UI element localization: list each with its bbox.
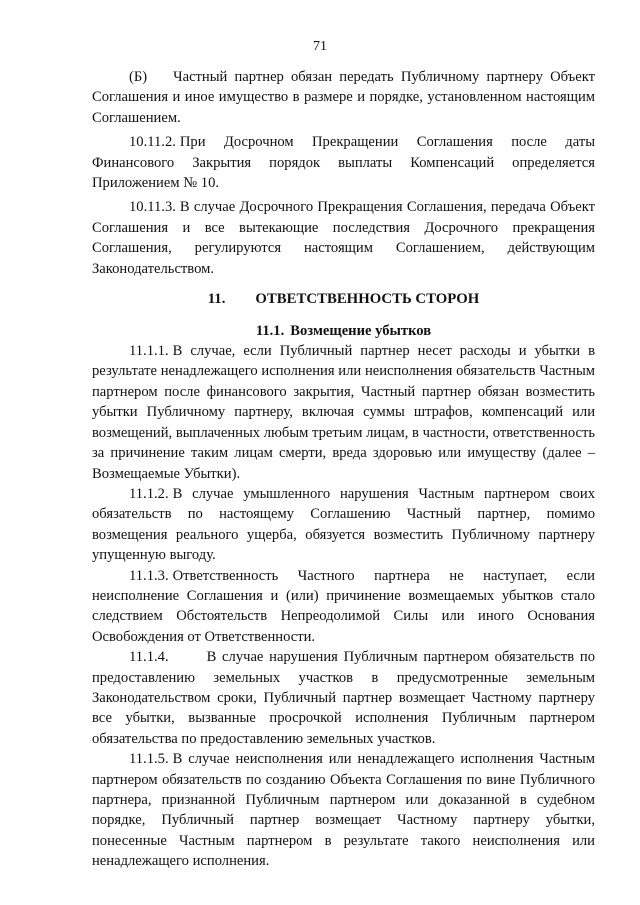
clause-number: 10.11.3. — [129, 199, 176, 216]
section-title: ОТВЕТСТВЕННОСТЬ СТОРОН — [255, 291, 480, 308]
clause-11-1-2 — [92, 484, 595, 566]
clause-text: Частный партнер обязан передать Публичному партнеру Объект Соглашения и иное имущество в размере и порядке, установленном настоящим Соглашением. — [92, 69, 595, 126]
clause-number: 10.11.2. — [129, 134, 176, 151]
clause-number: 11.1.4. — [129, 649, 169, 666]
clause-number: 11.1.1. — [129, 343, 169, 360]
clause-11-1-4 — [92, 647, 595, 749]
page-number: 71 — [313, 39, 327, 54]
clause-number: (Б) — [129, 69, 148, 85]
section-heading — [92, 289, 595, 317]
clause-text: В случае Досрочного Прекращения Соглашения, передача Объект Соглашения и все вытекающие последствия Досрочного прекращения Соглашения, регулируются настоящим Соглашением, действующим Законодательством. — [92, 199, 595, 277]
clause-text: В случае умышленного нарушения Частным партнером своих обязательств по настоящему Соглашению Частный партнер, помимо возмещения реального ущерба, обязуется возместить Публичному партнеру упущенную выгоду. — [92, 485, 595, 564]
clause-number: 11.1.2. — [129, 485, 169, 502]
document-body — [92, 67, 595, 872]
section-number: 11. — [207, 291, 226, 308]
subsection-heading — [92, 321, 595, 341]
clause-11-1-3 — [92, 566, 595, 648]
clause-text: В случае неисполнения или ненадлежащего исполнения Частным партнером обязательств по созданию Объекта Соглашения по вине Публичного партнера, признанной Публичным партнером или доказанной в судебном порядке, Публичный партнер возмещает Частному партнеру убытки, понесенные Частным партнером в результате такого неисполнения или ненадлежащего исполнения. — [92, 751, 595, 870]
clause-text: В случае нарушения Публичным партнером обязательств по предоставлению земельных участков в предусмотренные земельным Законодательством сроки, Публичный партнер возмещает Частному партнеру все убытки, вызванные просрочкой исполнения Публичным партнером обязательства по предоставлению земельных участков. — [92, 649, 595, 747]
clause-text: При Досрочном Прекращении Соглашения после даты Финансового Закрытия порядок выплаты Компенсаций определяется Приложением № 10. — [92, 134, 595, 192]
subsection-title: Возмещение убытков — [290, 323, 432, 340]
clause-10-11-2 — [92, 132, 595, 193]
clause-text: В случае, если Публичный партнер несет расходы и убытки в результате ненадлежащего исполнения или неисполнения обязательств Частным партнером после финансового закрытия, Частный партнер обязан возместить убытки Публичному партнеру, включая суммы штрафов, компенсаций или возмещений, выплаченных любым третьим лицам, в частности, ответственность за причинение таким лицам смерти, вреда здоровью или имуществу (далее – Возмещаемые Убытки). — [92, 343, 595, 482]
clause-text: Ответственность Частного партнера не наступает, если неисполнение Соглашения и (или) причинение возмещаемых убытков стало следствием Обстоятельств Непреодолимой Силы или иного Основания Освобождения от Ответственности. — [92, 567, 595, 645]
subsection-number: 11.1. — [255, 323, 285, 340]
clause-number: 11.1.5. — [129, 751, 169, 768]
clause-11-1-1 — [92, 341, 595, 484]
clause-11-1-5 — [92, 749, 595, 871]
clause-b — [92, 67, 595, 128]
clause-10-11-3 — [92, 197, 595, 279]
clause-number: 11.1.3. — [129, 567, 169, 584]
